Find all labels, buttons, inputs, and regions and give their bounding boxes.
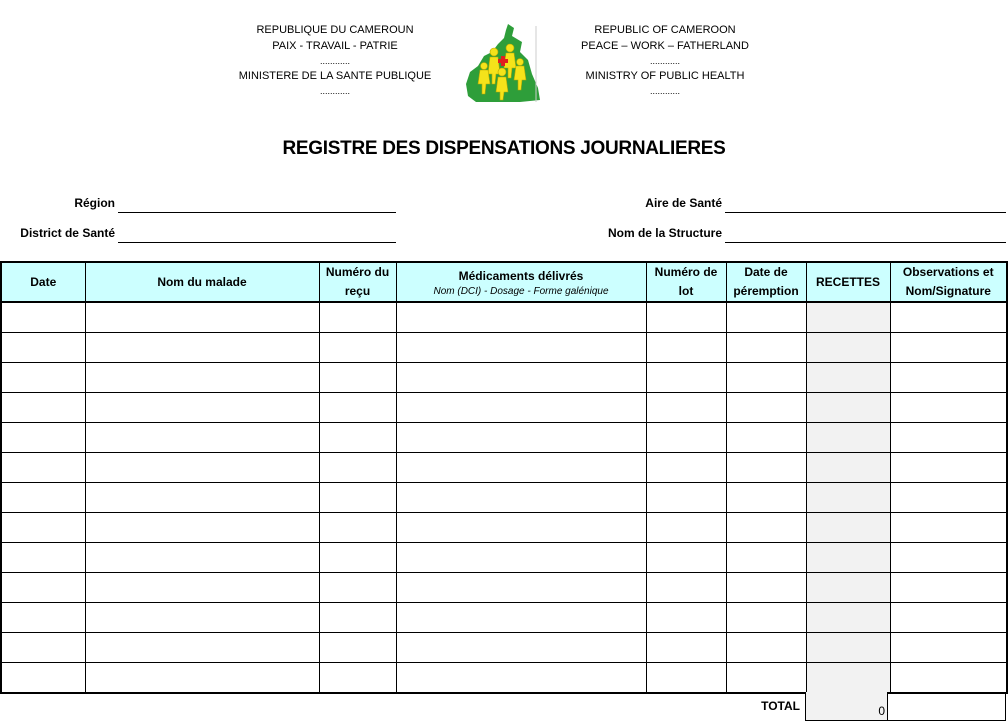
table-cell[interactable] xyxy=(726,513,806,543)
table-cell[interactable] xyxy=(396,573,646,603)
table-cell[interactable] xyxy=(396,363,646,393)
aire-label: Aire de Santé xyxy=(645,196,722,210)
table-cell[interactable] xyxy=(396,513,646,543)
table-cell[interactable] xyxy=(726,333,806,363)
table-row xyxy=(1,393,1007,423)
table-cell[interactable] xyxy=(726,302,806,333)
table-row xyxy=(1,543,1007,573)
table-row xyxy=(1,633,1007,663)
table-cell[interactable] xyxy=(85,603,319,633)
table-cell[interactable] xyxy=(396,633,646,663)
table-cell[interactable] xyxy=(396,603,646,633)
table-cell[interactable] xyxy=(396,453,646,483)
table-cell[interactable] xyxy=(319,333,396,363)
table-cell[interactable] xyxy=(85,423,319,453)
table-cell[interactable] xyxy=(646,483,726,513)
table-row xyxy=(1,333,1007,363)
header-right-line2: PEACE – WORK – FATHERLAND xyxy=(581,40,749,52)
table-cell[interactable] xyxy=(85,363,319,393)
col-medicaments: Médicaments délivrés Nom (DCI) - Dosage - Forme galénique xyxy=(396,262,646,302)
header-left-dots2: ............ xyxy=(319,86,350,96)
table-cell[interactable] xyxy=(806,302,890,333)
table-cell[interactable] xyxy=(890,543,1007,573)
total-recettes-cell[interactable] xyxy=(805,692,888,721)
table-cell[interactable] xyxy=(726,573,806,603)
table-cell[interactable] xyxy=(646,453,726,483)
table-cell[interactable] xyxy=(1,423,85,453)
table-cell[interactable] xyxy=(85,513,319,543)
table-cell[interactable] xyxy=(646,633,726,663)
col-date-peremption: Date de péremption xyxy=(726,262,806,302)
table-cell[interactable] xyxy=(319,543,396,573)
table-row xyxy=(1,603,1007,633)
table-row xyxy=(1,453,1007,483)
table-cell[interactable] xyxy=(319,603,396,633)
table-cell[interactable] xyxy=(85,453,319,483)
table-cell[interactable] xyxy=(319,453,396,483)
table-cell[interactable] xyxy=(806,573,890,603)
table-cell[interactable] xyxy=(726,453,806,483)
table-cell[interactable] xyxy=(890,633,1007,663)
col-numero-lot: Numéro de lot xyxy=(646,262,726,302)
region-label: Région xyxy=(74,196,115,210)
table-cell[interactable] xyxy=(890,333,1007,363)
total-label: TOTAL xyxy=(761,699,800,713)
table-cell[interactable] xyxy=(890,453,1007,483)
table-cell[interactable] xyxy=(726,423,806,453)
table-cell[interactable] xyxy=(890,363,1007,393)
table-cell[interactable] xyxy=(396,302,646,333)
register-table xyxy=(0,261,1008,694)
header-left xyxy=(220,22,450,98)
table-cell[interactable] xyxy=(319,423,396,453)
structure-label: Nom de la Structure xyxy=(607,226,722,240)
table-cell[interactable] xyxy=(1,573,85,603)
table-cell[interactable] xyxy=(1,483,85,513)
table-cell[interactable] xyxy=(726,393,806,423)
table-cell[interactable] xyxy=(646,302,726,333)
col-recettes: RECETTES xyxy=(806,262,890,302)
table-cell[interactable] xyxy=(1,663,85,694)
table-cell[interactable] xyxy=(319,663,396,694)
header-right-dots1: ............ xyxy=(649,56,680,66)
total-value: 0 xyxy=(878,704,885,718)
table-cell[interactable] xyxy=(396,333,646,363)
table-cell[interactable] xyxy=(319,573,396,603)
header-left-line1: REPUBLIQUE DU CAMEROUN xyxy=(256,24,414,36)
table-cell[interactable] xyxy=(806,663,890,694)
table-cell[interactable] xyxy=(85,302,319,333)
table-cell[interactable] xyxy=(806,603,890,633)
header-left-dots1: ............ xyxy=(319,56,350,66)
table-cell[interactable] xyxy=(319,513,396,543)
table-cell[interactable] xyxy=(1,513,85,543)
table-cell[interactable] xyxy=(726,633,806,663)
table-cell[interactable] xyxy=(646,513,726,543)
col-date: Date xyxy=(1,262,85,302)
table-cell[interactable] xyxy=(319,302,396,333)
table-cell[interactable] xyxy=(806,333,890,363)
structure-field[interactable] xyxy=(725,241,1006,243)
table-cell[interactable] xyxy=(806,363,890,393)
table-cell[interactable] xyxy=(806,483,890,513)
table-cell[interactable] xyxy=(396,483,646,513)
table-cell[interactable] xyxy=(1,333,85,363)
table-cell[interactable] xyxy=(1,453,85,483)
table-cell[interactable] xyxy=(319,393,396,423)
table-cell[interactable] xyxy=(1,543,85,573)
table-cell[interactable] xyxy=(85,633,319,663)
table-cell[interactable] xyxy=(726,483,806,513)
table-cell[interactable] xyxy=(1,302,85,333)
aire-field[interactable] xyxy=(725,211,1006,213)
table-cell[interactable] xyxy=(890,663,1007,694)
table-cell[interactable] xyxy=(890,423,1007,453)
header-left-line3: MINISTERE DE LA SANTE PUBLIQUE xyxy=(238,70,432,82)
table-cell[interactable] xyxy=(646,573,726,603)
table-cell[interactable] xyxy=(806,393,890,423)
table-cell[interactable] xyxy=(85,333,319,363)
table-row xyxy=(1,513,1007,543)
header-right xyxy=(560,22,770,98)
table-cell[interactable] xyxy=(1,603,85,633)
table-cell[interactable] xyxy=(726,603,806,633)
col-medicaments-sub: Nom (DCI) - Dosage - Forme galénique xyxy=(433,285,609,297)
table-cell[interactable] xyxy=(1,363,85,393)
table-cell[interactable] xyxy=(1,633,85,663)
page-title: REGISTRE DES DISPENSATIONS JOURNALIERES xyxy=(282,138,726,159)
table-cell[interactable] xyxy=(806,453,890,483)
table-cell[interactable] xyxy=(85,483,319,513)
table-cell[interactable] xyxy=(646,603,726,633)
table-row xyxy=(1,573,1007,603)
col-observations: Observations et Nom/Signature xyxy=(890,262,1007,302)
table-cell[interactable] xyxy=(646,423,726,453)
table-cell[interactable] xyxy=(806,513,890,543)
table-cell[interactable] xyxy=(890,393,1007,423)
table-row xyxy=(1,423,1007,453)
table-cell[interactable] xyxy=(890,573,1007,603)
table-cell[interactable] xyxy=(85,543,319,573)
total-observations-cell[interactable] xyxy=(888,692,1006,721)
table-cell[interactable] xyxy=(319,483,396,513)
cameroon-map-health-logo-icon xyxy=(462,22,542,104)
table-cell[interactable] xyxy=(806,633,890,663)
table-cell[interactable] xyxy=(890,302,1007,333)
table-cell[interactable] xyxy=(890,513,1007,543)
header-left-line2: PAIX - TRAVAIL - PATRIE xyxy=(272,40,398,52)
header-right-line3: MINISTRY OF PUBLIC HEALTH xyxy=(585,70,745,82)
region-field[interactable] xyxy=(118,211,396,213)
table-cell[interactable] xyxy=(646,363,726,393)
district-label: District de Santé xyxy=(20,226,115,240)
table-cell[interactable] xyxy=(319,633,396,663)
col-nom-malade: Nom du malade xyxy=(85,262,319,302)
table-cell[interactable] xyxy=(1,393,85,423)
table-cell[interactable] xyxy=(806,423,890,453)
table-cell[interactable] xyxy=(319,363,396,393)
table-row xyxy=(1,483,1007,513)
table-cell[interactable] xyxy=(890,483,1007,513)
table-cell[interactable] xyxy=(726,543,806,573)
table-row xyxy=(1,363,1007,393)
table-cell[interactable] xyxy=(726,663,806,694)
table-row xyxy=(1,663,1007,694)
table-cell[interactable] xyxy=(806,543,890,573)
header-right-line1: REPUBLIC OF CAMEROON xyxy=(594,24,736,36)
table-cell[interactable] xyxy=(646,543,726,573)
col-numero-recu: Numéro du reçu xyxy=(319,262,396,302)
table-cell[interactable] xyxy=(396,543,646,573)
table-cell[interactable] xyxy=(646,333,726,363)
table-row xyxy=(1,302,1007,333)
table-cell[interactable] xyxy=(396,663,646,694)
table-cell[interactable] xyxy=(646,393,726,423)
table-cell[interactable] xyxy=(85,573,319,603)
table-cell[interactable] xyxy=(396,393,646,423)
table-cell[interactable] xyxy=(85,393,319,423)
table-cell[interactable] xyxy=(646,663,726,694)
table-cell[interactable] xyxy=(396,423,646,453)
header-right-dots2: ............ xyxy=(649,86,680,96)
district-field[interactable] xyxy=(118,241,396,243)
table-cell[interactable] xyxy=(890,603,1007,633)
table-cell[interactable] xyxy=(726,363,806,393)
table-cell[interactable] xyxy=(85,663,319,694)
